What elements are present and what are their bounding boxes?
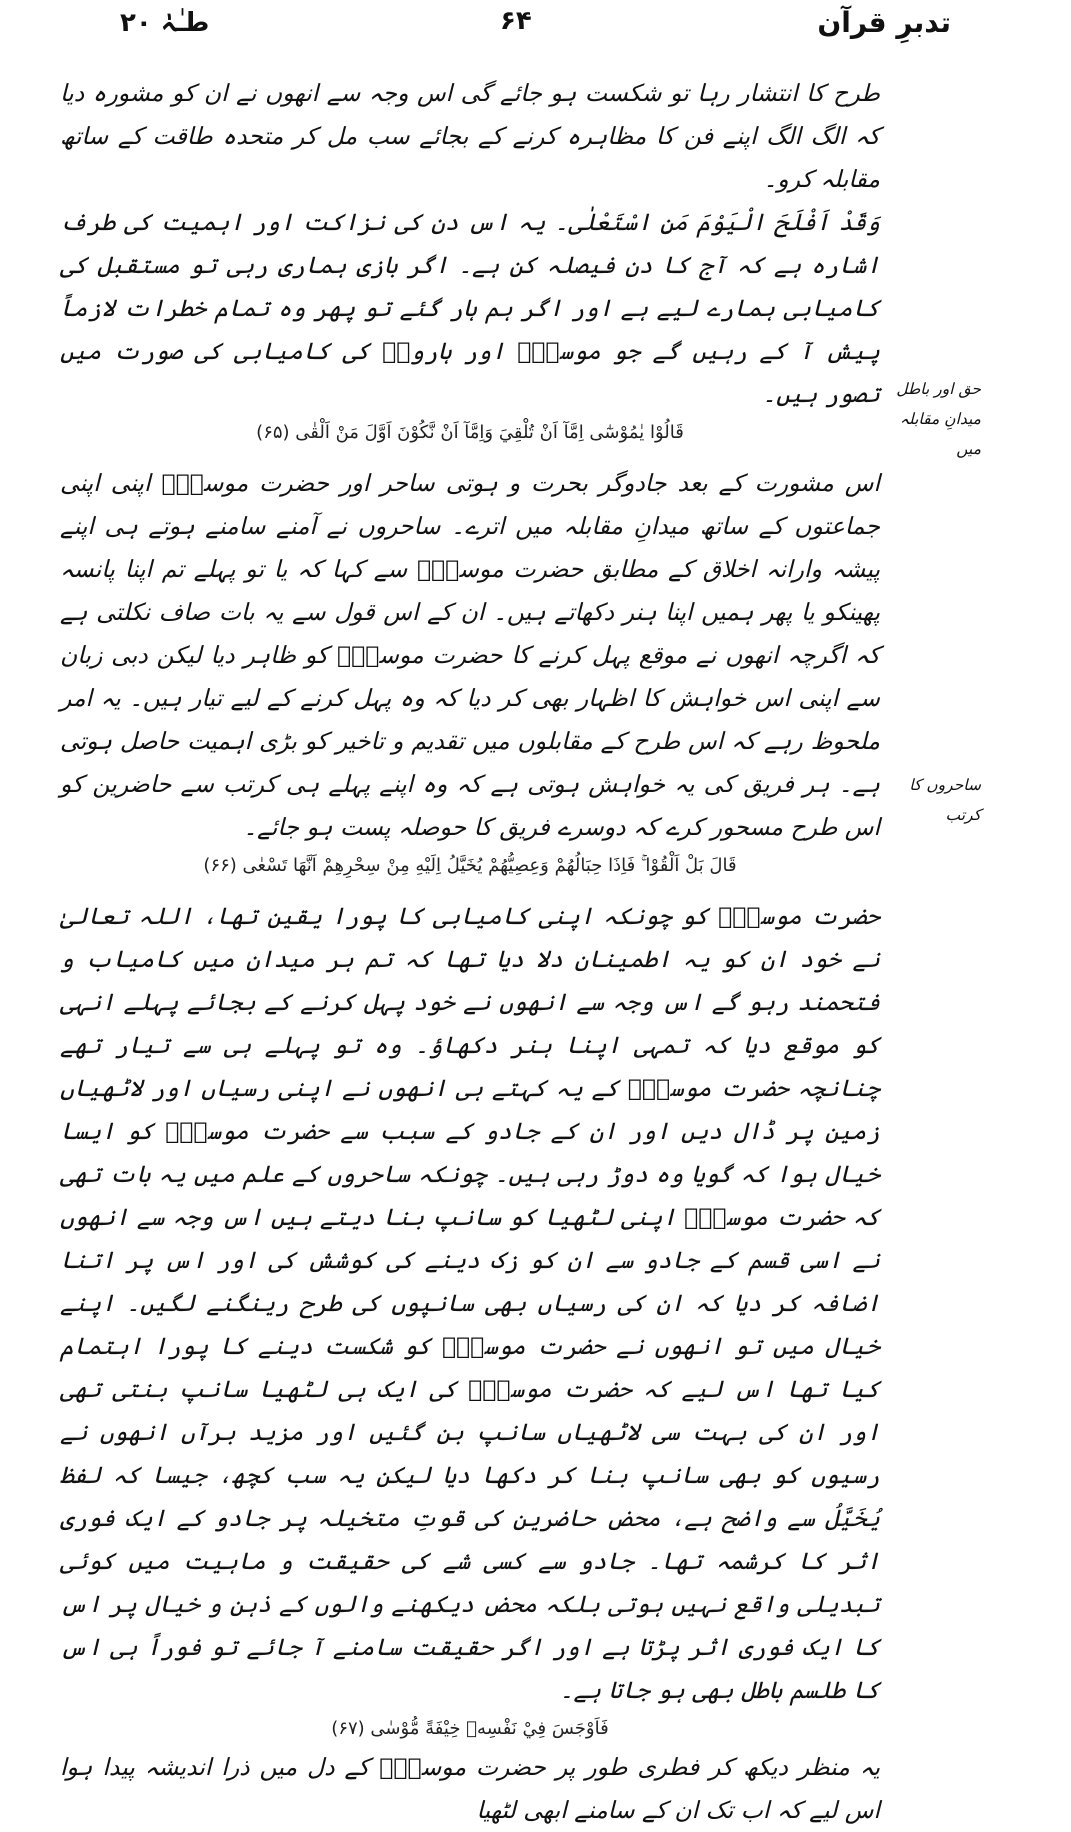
paragraph: اس مشورت کے بعد جادوگر بحرت و ہوتی ساحر اور حضرت موسیٰؑ اپنی اپنی جماعتوں کے ساتھ میدانِ مقابلہ میں اترے۔ ساحروں نے آمنے سامنے ہوتے ہی اپنے پیشہ وارانہ اخلاق کے مطابق حضرت موسیٰؑ سے کہا کہ یا تو پہلے تم اپنا پانسہ پھینکو یا پھر ہمیں اپنا ہنر دکھاتے ہیں۔ ان کے اس قول سے یہ بات صاف نکلتی ہے کہ اگرچہ انھوں نے موقع پہل کرنے کا حضرت موسیٰؑ کو ظاہر دیا لیکن دبی زبان سے اپنی اس خواہش کا اظہار بھی کر دیا کہ وہ پہل کرنے کے لیے تیار ہیں۔ یہ امر ملحوظ رہے کہ اس طرح کے مقابلوں میں تقدیم و تاخیر کو بڑی اہمیت حاصل ہوتی ہے۔ ہر فریق کی یہ خواہش ہوتی ہے کہ وہ اپنے پہلے ہی کرتب سے حاضرین کو اس طرح مسحور کرے کہ دوسرے فریق کا حوصلہ پست ہو جائے۔ (60, 469, 880, 841)
surah-header: طـٰہٰ ۲۰ (120, 8, 210, 38)
paragraph: حضرت موسیٰؑ کو چونکہ اپنی کامیابی کا پورا یقین تھا، اللہ تعالیٰ نے خود ان کو یہ اطمینان دلا دیا تھا کہ تم ہر میدان میں کامیاب و فتحمند رہو گے اس وجہ سے انھوں نے خود پہل کرنے کے بجائے پہلے انہی کو موقع دیا کہ تمہی اپنا ہنر دکھاؤ۔ وہ تو پہلے ہی سے تیار تھے چنانچہ حضرت موسیٰؑ کے یہ کہتے ہی انھوں نے اپنی رسیاں اور لاٹھیاں زمین پر ڈال دیں اور ان کے جادو کے سبب سے حضرت موسیٰؑ کو ایسا خیال ہوا کہ گویا وہ دوڑ رہی ہیں۔ چونکہ ساحروں کے علم میں یہ بات تھی کہ حضرت موسیٰؑ اپنی لٹھیا کو سانپ بنا دیتے ہیں اس وجہ سے انھوں نے اسی قسم کے جادو سے ان کو زک دینے کی کوشش کی اور اس پر اتنا اضافہ کر دیا کہ ان کی رسیاں بھی سانپوں کی طرح رینگنے لگیں۔ اپنے خیال میں تو انھوں نے حضرت موسیٰؑ کو شکست دینے کا پورا اہتمام کیا تھا اس لیے کہ حضرت موسیٰؑ کی ایک ہی لٹھیا سانپ بنتی تھی اور ان کی بہت سی لاٹھیاں سانپ بن گئیں اور مزید برآں انھوں نے رسیوں کو بھی سانپ بنا کر دکھا دیا لیکن یہ سب کچھ، جیسا کہ لفظ یُخَیَّلُ سے واضح ہے، محض حاضرین کی قوتِ متخیلہ پر جادو کے ایک فوری اثر کا کرشمہ تھا۔ جادو سے کسی شے کی حقیقت و ماہیت میں کوئی تبدیلی واقع نہیں ہوتی بلکہ محض دیکھنے والوں کے ذہن و خیال پر اس کا ایک فوری اثر پڑتا ہے اور اگر حقیقت سامنے آ جائے تو فوراً ہی اس کا طلسم باطل بھی ہو جاتا ہے۔ (60, 902, 880, 1704)
quran-verse: قَالُوْا يٰمُوْسٰٓى اِمَّآ اَنْ تُلْقِيَ وَاِمَّآ اَنْ نَّكُوْنَ اَوَّلَ مَنْ اَلْقٰى (۶۵) (256, 422, 684, 443)
quran-verse: فَاَوْجَسَ فِيْ نَفْسِهٖ خِيْفَةً مُّوْسٰى (۶۷) (331, 1718, 609, 1739)
paragraph: طرح کا انتشار رہا تو شکست ہو جائے گی اس وجہ سے انھوں نے ان کو مشورہ دیا کہ الگ الگ اپنے فن کا مظاہرہ کرنے کے بجائے سب مل کر متحدہ طاقت کے ساتھ مقابلہ کرو۔ (60, 79, 880, 193)
quran-verse: قَالَ بَلْ اَلْقُوْا ۚ فَاِذَا حِبَالُهُمْ وَعِصِيُّهُمْ يُخَيَّلُ اِلَيْهِ مِنْ سِحْرِهِمْ اَنَّهَا تَسْعٰى (۶۶) (203, 855, 737, 876)
paragraph: وَقَدْ اَفْلَحَ الْيَوْمَ مَنِ اسْتَعْلٰى۔ یہ اس دن کی نزاکت اور اہمیت کی طرف اشارہ ہے کہ آج کا دن فیصلہ کن ہے۔ اگر بازی ہماری رہی تو مستقبل کی کامیابی ہمارے لیے ہے اور اگر ہم ہار گئے تو پھر وہ تمام خطرات لازماً پیش آ کے رہیں گے جو موسیٰؑ اور ہارونؑ کی کامیابی کی صورت میں تصور ہیں۔ (60, 208, 880, 408)
book-title: تدبرِ قرآن (817, 6, 951, 39)
page-number: ۶۴ (500, 6, 532, 36)
paragraph: یہ منظر دیکھ کر فطری طور پر حضرت موسیٰؑ کے دل میں ذرا اندیشہ پیدا ہوا اس لیے کہ اب تک ان کے سامنے ابھی لٹھیا (60, 1753, 880, 1824)
body-text (60, 72, 880, 1832)
margin-note: حق اور باطل میدانِ مقابلہ میں (896, 380, 981, 458)
margin-note: ساحروں کا کرتب (909, 776, 981, 824)
